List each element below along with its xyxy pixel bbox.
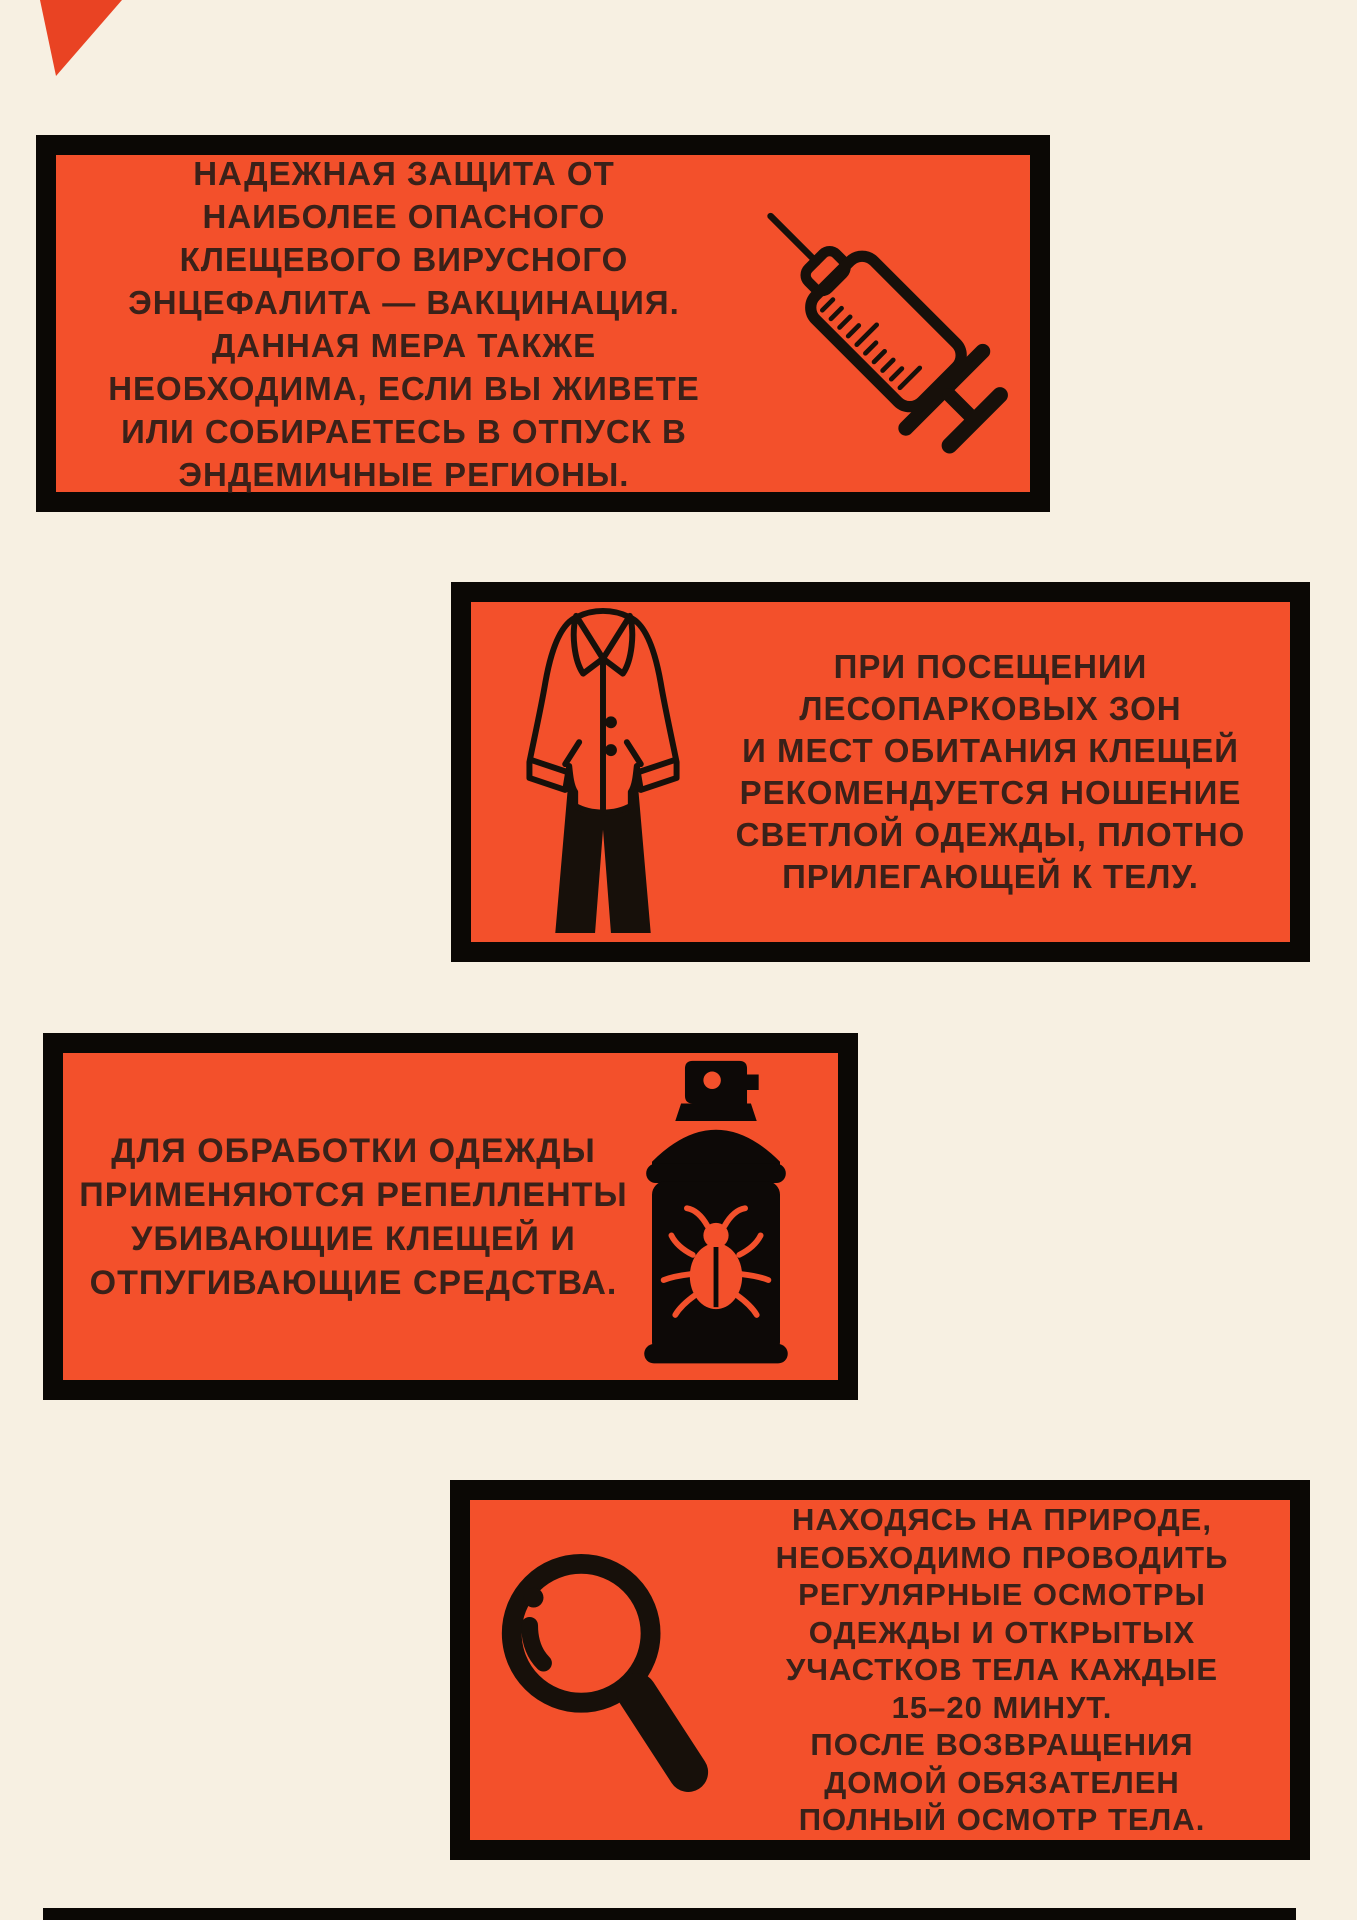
text-line: СВЕТЛОЙ ОДЕЖДЫ, ПЛОТНО bbox=[735, 816, 1246, 853]
card-repellent bbox=[43, 1033, 858, 1400]
syringe-icon bbox=[728, 156, 1028, 491]
text-line: ПРИ ПОСЕЩЕНИИ bbox=[833, 648, 1148, 685]
spray-can-icon bbox=[638, 1057, 794, 1377]
text-line: 15–20 МИНУТ. bbox=[891, 1689, 1113, 1725]
text-line: ПРИЛЕГАЮЩЕЙ К ТЕЛУ. bbox=[782, 858, 1199, 895]
text-line: ИЛИ СОБИРАЕТЕСЬ В ОТПУСК В bbox=[121, 412, 687, 450]
text-line: НАИБОЛЕЕ ОПАСНОГО bbox=[202, 197, 606, 235]
text-line: ДЛЯ ОБРАБОТКИ ОДЕЖДЫ bbox=[111, 1131, 596, 1170]
card-clothing-text bbox=[701, 646, 1280, 898]
clothing-icon bbox=[505, 603, 701, 941]
text-line: ЛЕСОПАРКОВЫХ ЗОН bbox=[799, 690, 1182, 727]
text-line: РЕКОМЕНДУЕТСЯ НОШЕНИЕ bbox=[739, 774, 1242, 811]
text-line: НАДЕЖНАЯ ЗАЩИТА ОТ bbox=[193, 154, 615, 192]
card-inspection-text bbox=[720, 1501, 1284, 1839]
text-line: ДОМОЙ ОБЯЗАТЕЛЕН bbox=[824, 1764, 1180, 1800]
text-line: КЛЕЩЕВОГО ВИРУСНОГО bbox=[179, 240, 629, 278]
corner-accent-triangle bbox=[0, 0, 130, 80]
text-line: ЭНДЕМИЧНЫЕ РЕГИОНЫ. bbox=[178, 455, 630, 493]
text-line: ПРИМЕНЯЮТСЯ РЕПЕЛЛЕНТЫ bbox=[79, 1175, 628, 1214]
text-line: ОТПУГИВАЮЩИЕ СРЕДСТВА. bbox=[89, 1263, 618, 1302]
text-line: НАХОДЯСЬ НА ПРИРОДЕ, bbox=[792, 1502, 1212, 1538]
text-line: ДАННАЯ МЕРА ТАКЖЕ bbox=[211, 326, 597, 364]
text-line: УБИВАЮЩИЕ КЛЕЩЕЙ И bbox=[131, 1219, 576, 1258]
card-repellent-text bbox=[69, 1129, 638, 1305]
card-vaccination-text bbox=[80, 152, 728, 496]
magnifier-icon bbox=[482, 1536, 720, 1804]
card-clothing bbox=[451, 582, 1310, 962]
text-line: УЧАСТКОВ ТЕЛА КАЖДЫЕ bbox=[785, 1652, 1219, 1688]
text-line: ПОСЛЕ ВОЗВРАЩЕНИЯ bbox=[810, 1727, 1194, 1763]
text-line: НЕОБХОДИМА, ЕСЛИ ВЫ ЖИВЕТЕ bbox=[108, 369, 700, 407]
bottom-card-edge bbox=[43, 1908, 1296, 1920]
text-line: ЭНЦЕФАЛИТА — ВАКЦИНАЦИЯ. bbox=[128, 283, 680, 321]
text-line: И МЕСТ ОБИТАНИЯ КЛЕЩЕЙ bbox=[742, 732, 1239, 769]
text-line: НЕОБХОДИМО ПРОВОДИТЬ bbox=[775, 1539, 1229, 1575]
card-inspection bbox=[450, 1480, 1310, 1860]
card-vaccination bbox=[36, 135, 1050, 512]
text-line: ПОЛНЫЙ ОСМОТР ТЕЛА. bbox=[798, 1802, 1206, 1838]
text-line: ОДЕЖДЫ И ОТКРЫТЫХ bbox=[808, 1614, 1196, 1650]
text-line: РЕГУЛЯРНЫЕ ОСМОТРЫ bbox=[798, 1577, 1206, 1613]
